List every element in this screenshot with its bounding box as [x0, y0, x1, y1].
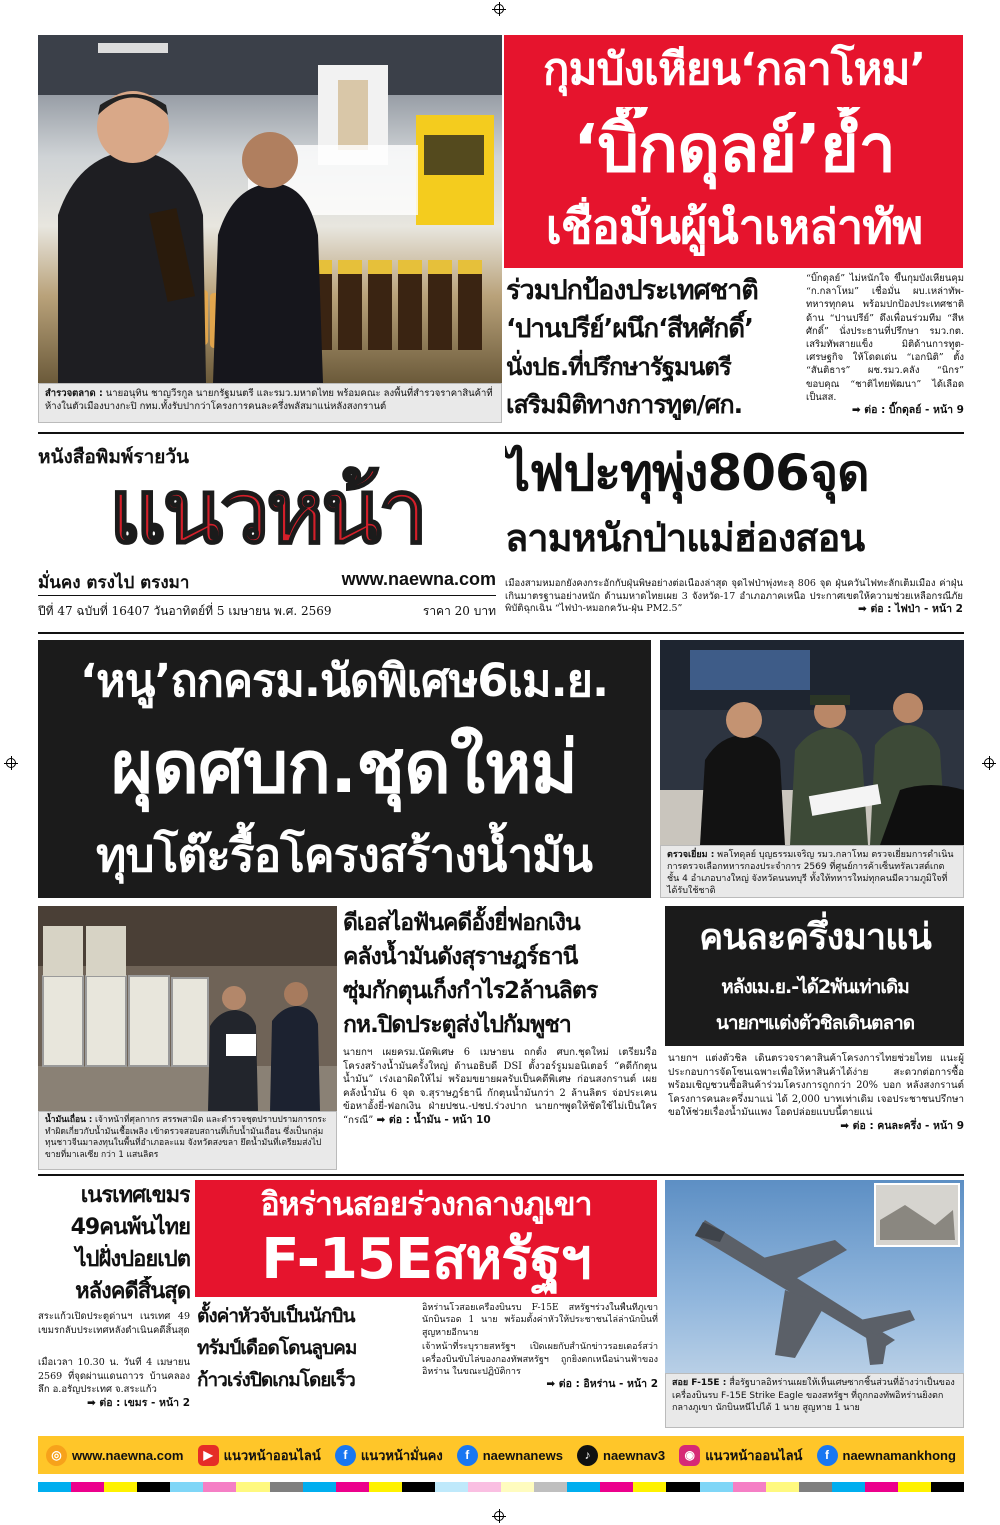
- market-photo-art: [38, 35, 502, 383]
- masthead-tagline: หนังสือพิมพ์รายวัน: [38, 446, 190, 468]
- inspection-photo-art: [660, 640, 964, 845]
- dsi-headline-3: ซุ่มกักตุนเก็งกำไร2ล้านลิตร: [343, 978, 598, 1004]
- instagram-icon: ◉: [679, 1445, 700, 1466]
- dsi-headlines: [343, 906, 657, 1042]
- cabinet-headline-3: ทุบโต๊ะรื้อโครงสร้างน้ำมัน: [96, 828, 592, 882]
- jet-photo: [665, 1180, 964, 1373]
- color-calibration-bar: [38, 1482, 964, 1492]
- iran-body-1: อิหร่านโวสอยเครื่องบินรบ F-15E สหรัฐฯร่วงในพื้นที่ภูเขา นักบินรอด 1 นาย พร้อมตั้งค่าหัวให้ประชาชนไล่ล่านักบินที่สูญหายอีกนาย: [422, 1303, 658, 1338]
- khmer-headline-3: ไปฝั่งปอยเปต: [75, 1247, 190, 1272]
- fire-headline-1: ไฟปะทุพุ่ง806จุด: [505, 444, 869, 502]
- fire-story-body: [505, 578, 963, 630]
- iran-sub-1: ตั้งค่าหัวจับเป็นนักบิน: [197, 1305, 355, 1327]
- masthead-rule: [38, 595, 496, 596]
- half-half-headline-box: [665, 906, 964, 1046]
- masthead-slogan: มั่นคง ตรงไป ตรงมา: [38, 573, 190, 593]
- facebook-icon: f: [457, 1445, 478, 1466]
- dsi-story-body: [343, 1046, 657, 1170]
- fire-story-continue[interactable]: ➡ ต่อ : ไฟป่า - หน้า 2: [858, 603, 963, 615]
- caption-title: น้ำมันเถื่อน :: [45, 1115, 93, 1125]
- masthead: [38, 442, 496, 627]
- masthead-issue: ปีที่ 47 ฉบับที่ 16407 วันอาทิตย์ที่ 5 เมษายน พ.ศ. 2569: [38, 604, 332, 618]
- khmer-headline-1: เนรเทศเขมร: [80, 1183, 190, 1208]
- footer-label: แนวหน้าออนไลน์: [223, 1447, 321, 1463]
- half-half-headline-1: คนละครึ่งมาแน่: [699, 917, 931, 958]
- iran-headline-1: อิหร่านสอยร่วงกลางภูเขา: [260, 1185, 592, 1223]
- caption-text: พลโทดุลย์ บุญธรรมเจริญ รมว.กลาโหม ตรวจเยี่ยมการดำเนินการตรวจเลือกทหารกองประจำการ 2569 ที่ศูนย์การค้าเซ็นทรัลเวสต์เกต ชั้น 4 อำเภอบางใหญ่ จังหวัดนนทบุรี ทั้งให้ทหารใหม่ทุกคนมีความภูมิใจที่ได้รับใช้ชาติ: [667, 850, 954, 896]
- registration-mark: [494, 4, 504, 14]
- inspection-photo: [660, 640, 964, 845]
- khmer-continue[interactable]: ➡ ต่อ : เขมร - หน้า 2: [86, 1396, 190, 1409]
- caption-title: สำรวจตลาด :: [45, 388, 103, 399]
- footer-label: แนวหน้าออนไลน์: [705, 1447, 803, 1463]
- top-story-body: [806, 272, 964, 424]
- footer-item-facebook-news[interactable]: [457, 1445, 563, 1466]
- globe-icon: ◎: [46, 1445, 67, 1466]
- half-half-body: [668, 1052, 964, 1168]
- khmer-headline-4: หลังคดีสิ้นสุด: [75, 1279, 190, 1304]
- oil-storage-caption: [38, 1111, 337, 1170]
- top-story-continue[interactable]: ➡ ต่อ : บิ๊กดุลย์ - หน้า 9: [851, 404, 964, 417]
- khmer-lede-text: สระแก้วเปิดประตูด่านฯ เนรเทศ 49 เขมรกลับประเทศหลังดำเนินคดีสิ้นสุด: [38, 1311, 190, 1336]
- caption-text: สื่อรัฐบาลอิหร่านเผยให้เห็นเศษซากชิ้นส่วนที่อ้างว่าเป็นของเครื่องบินรบ F-15E Strike Eagle ของสหรัฐฯ ที่ถูกกองทัพอิหร่านยิงตกกลางภูเขา นักบินหนีไปได้ 1 นาย สูญหาย 1 นาย: [672, 1378, 955, 1413]
- dsi-story-continue[interactable]: ➡ ต่อ : น้ำมัน - หน้า 10: [376, 1113, 491, 1126]
- top-headline-2: ‘บิ๊กดุลย์’ย้ำ: [573, 110, 895, 187]
- iran-sub-2: ทรัมป์เดือดโดนลูบคม: [197, 1337, 357, 1359]
- footer-label: naewnav3: [603, 1447, 666, 1463]
- footer-label: แนวหน้ามั่นคง: [360, 1447, 443, 1463]
- cabinet-headline-box: [38, 640, 651, 898]
- footer-label: naewnamankhong: [842, 1447, 956, 1463]
- jet-photo-art: [665, 1180, 964, 1373]
- youtube-icon: ▶: [198, 1445, 219, 1466]
- fire-headline-2: ลามหนักป่าแม่ฮ่องสอน: [505, 516, 865, 560]
- dsi-headline-4: กห.ปิดประตูส่งไปกัมพูชา: [343, 1012, 571, 1038]
- iran-headline-box: [195, 1180, 657, 1297]
- dsi-headline-1: ดีเอสไอฟันคดีอั้งยี่ฟอกเงิน: [343, 910, 580, 936]
- divider: [38, 432, 964, 434]
- dsi-headline-2: คลังน้ำมันดังสุราษฎร์ธานี: [343, 944, 578, 970]
- footer-label: naewnanews: [482, 1447, 563, 1463]
- half-half-body-text: นายกฯ แต่งตัวชิล เดินตรวจราคาสินค้าโครงการไทยช่วยไทย แนะผู้ประกอบการจัดโซนเฉพาะเพื่อให้หาสินค้าได้ง่าย สะดวกต่อการซื้อ พร้อมเชิญชวนซื้อสินค้าร่วมโครงการถูกกว่า 20% บอก หลังสงกรานต์โครงการคนละครึ่งมาแน่ ได้ 2,000 บาทเท่าเดิม เจอประชาชนปรึกษาขอให้ช่วยเรื่องน้ำมันแพง โอดปล่อยแบบนี้ตายแน่: [668, 1053, 964, 1119]
- khmer-body-text: เมื่อเวลา 10.30 น. วันที่ 4 เมษายน 2569 ที่จุดผ่านแดนถาวร บ้านคลองลึก อ.อรัญประเทศ จ.สระแก้ว: [38, 1357, 190, 1395]
- iran-body-2: เจ้าหน้าที่ระบุรายสหรัฐฯ เปิดเผยกับสำนักข่าวรอยเตอร์สว่า เครื่องบินขับไล่ของกองทัพสหรัฐฯ ถูกยิงตกเหนือน่านฟ้าของอิหร่าน ในขณะปฏิบัติการ: [422, 1342, 658, 1378]
- footer-item-tiktok[interactable]: [577, 1445, 665, 1466]
- tiktok-icon: ♪: [577, 1445, 598, 1466]
- khmer-headline-2: 49คนพ้นไทย: [70, 1215, 190, 1240]
- half-half-continue[interactable]: ➡ ต่อ : คนละครึ่ง - หน้า 9: [840, 1119, 964, 1132]
- fire-story-body-text: เมืองสามหมอกยังคงกระอักกับฝุ่นพิษอย่างต่อเนื่องล่าสุด จุดไฟป่าพุ่งทะลุ 806 จุด ฝุ่นควันไฟทะลักเต็มเมือง ค่าฝุ่นเกินมาตรฐานอย่างหนัก ด้านมหาดไทยเผย 3 จังหวัด-17 อำเภอภาคเหนือ ประกาศเขตให้ความช่วยเหลือกรณีภัยพิบัติฉุกเฉิน “ไฟป่า-หมอกควัน-ฝุ่น PM2.5”: [505, 578, 963, 614]
- registration-mark: [984, 758, 994, 768]
- top-headline-1: กุมบังเหียน‘กลาโหม’: [542, 44, 926, 95]
- khmer-headlines: [38, 1180, 190, 1308]
- inspection-caption: [660, 845, 964, 898]
- jet-caption: [665, 1373, 964, 1428]
- caption-title: สอย F-15E :: [672, 1378, 727, 1388]
- khmer-lede: [38, 1310, 190, 1352]
- footer-item-instagram[interactable]: [679, 1445, 802, 1466]
- cabinet-headline-2: ผุดศบก.ชุดใหม่: [111, 725, 577, 809]
- top-sub-4: เสริมมิติทางการทูต/ศก.: [506, 390, 743, 419]
- half-half-headline-2: หลังเม.ย.-ได้2พันเท่าเดิม: [721, 976, 909, 998]
- oil-storage-photo: [38, 906, 337, 1111]
- divider: [38, 632, 964, 634]
- market-photo-caption: [38, 383, 502, 423]
- top-sub-1: ร่วมปกป้องประเทศชาติ: [506, 275, 758, 306]
- footer-item-youtube[interactable]: [198, 1445, 321, 1466]
- top-sub-2: ‘ปานปรีย์’ผนึก‘สีหศักดิ์’: [506, 314, 753, 344]
- iran-sub-3: ก้าวเร่งปิดเกมโดยเร็ว: [197, 1369, 355, 1391]
- social-footer: [38, 1436, 964, 1474]
- iran-headline-2: F-15Eสหรัฐฯ: [261, 1227, 591, 1292]
- iran-continue[interactable]: ➡ ต่อ : อิหร่าน - หน้า 2: [546, 1378, 658, 1391]
- market-photo: [38, 35, 502, 383]
- footer-label: www.naewna.com: [72, 1447, 184, 1463]
- masthead-logo: แนวหน้า: [109, 460, 425, 563]
- cabinet-headline-1: ‘หนู’ถกครม.นัดพิเศษ6เม.ย.: [79, 654, 609, 707]
- footer-item-facebook-mankhong-en[interactable]: [817, 1445, 956, 1466]
- khmer-body: [38, 1356, 190, 1426]
- footer-item-facebook-mankhong[interactable]: [335, 1445, 443, 1466]
- masthead-price: ราคา 20 บาท: [422, 604, 496, 618]
- masthead-website[interactable]: www.naewna.com: [341, 569, 496, 589]
- caption-title: ตรวจเยี่ยม :: [667, 850, 715, 860]
- top-headline-box: [504, 35, 963, 268]
- top-story-body-text: “บิ๊กดุลย์” ไม่หนักใจ ขึ้นกุมบังเหียนคุม “ก.กลาโหม” เชื่อมั่น ผบ.เหล่าทัพ-ทหารทุกคน พร้อมปกป้องประเทศชาติ ด้าน “ปานปรีย์” ดึงเพื่อนร่วมทีม “สีหศักดิ์” นั่งประธานที่ปรึกษา รมว.กต. เสริมทัพสายแข็ง มิติด้านการทูต-เศรษฐกิจ ให้โดดเด่น “เอกนิติ” ตั้ง “สันติธาร” ผช.รมว.คลัง “นิกร” ขอบคุณ “ชาติไทยพัฒนา” ได้เลือดเป็นสส.: [806, 273, 964, 403]
- top-sub-3: นั่งปธ.ที่ปรึกษารัฐมนตรี: [506, 353, 731, 381]
- half-half-headline-3: นายกฯแต่งตัวชิลเดินตลาด: [715, 1012, 915, 1034]
- caption-text: เจ้าหน้าที่ศุลกากร สรรพสามิต และตำรวจชุดปราบปรามการกระทำผิดเกี่ยวกับน้ำมันเชื้อเพลิง เข้าตรวจสอบสถานที่เก็บน้ำมันเถื่อน ซึ่งเป็นกลุ่มทุนชาวจีนมาลงทุนในพื้นที่อำเภอละแม จังหวัดสงขลา ยึดน้ำมันที่เตรียมส่งไปขายที่มาเลเซีย กว่า 1 แสนลิตร: [45, 1115, 327, 1160]
- iran-body: [422, 1302, 658, 1428]
- oil-storage-photo-art: [38, 906, 337, 1111]
- registration-mark: [6, 758, 16, 768]
- facebook-icon: f: [335, 1445, 356, 1466]
- footer-item-website[interactable]: [46, 1445, 184, 1466]
- divider: [38, 1174, 964, 1176]
- top-headline-3: เชื่อมั่นผู้นำเหล่าทัพ: [545, 200, 923, 255]
- dsi-story-body-text: นายกฯ เผยครม.นัดพิเศษ 6 เมษายน ถกตั้ง ศบก.ชุดใหม่ เตรียมรื้อโครงสร้างน้ำมันครั้งใหญ่ ด้านอธิบดี DSI ตั้งวอร์รูมมอนิเตอร์ “คดีกักตุนน้ำมัน” เร่งเอาผิดให้ไม่ พร้อมขยายผลรับเป็นคดีพิเศษ ก่อนสงกรานต์ เผยคลังน้ำมัน 6 จุด จ.สุราษฎร์ธานี กักตุนน้ำมันกว่า 2 ล้านลิตร จ่อประเคนข้อหาอั้งยี่-ฟอกเงิน ฝ่ายปชน.-ปชป.ร่วงปาก นายกฯพูดให้ชัดใช้ไม่เป็นใคร “กรณี”: [343, 1047, 657, 1126]
- top-story-subheads: [506, 272, 798, 424]
- facebook-icon: f: [817, 1445, 838, 1466]
- iran-subheads: [197, 1300, 417, 1396]
- caption-text: นายอนุทิน ชาญวีรกูล นายกรัฐมนตรี และรมว.มหาดไทย พร้อมคณะ ลงพื้นที่สำรวจราคาสินค้าที่ห้างในตัวเมืองบางกะปิ กทม.ทั้งรับปากว่าโครงการคนละครึ่งพลัสมาแน่หลังสงกรานต์: [45, 388, 493, 412]
- registration-mark: [494, 1511, 504, 1521]
